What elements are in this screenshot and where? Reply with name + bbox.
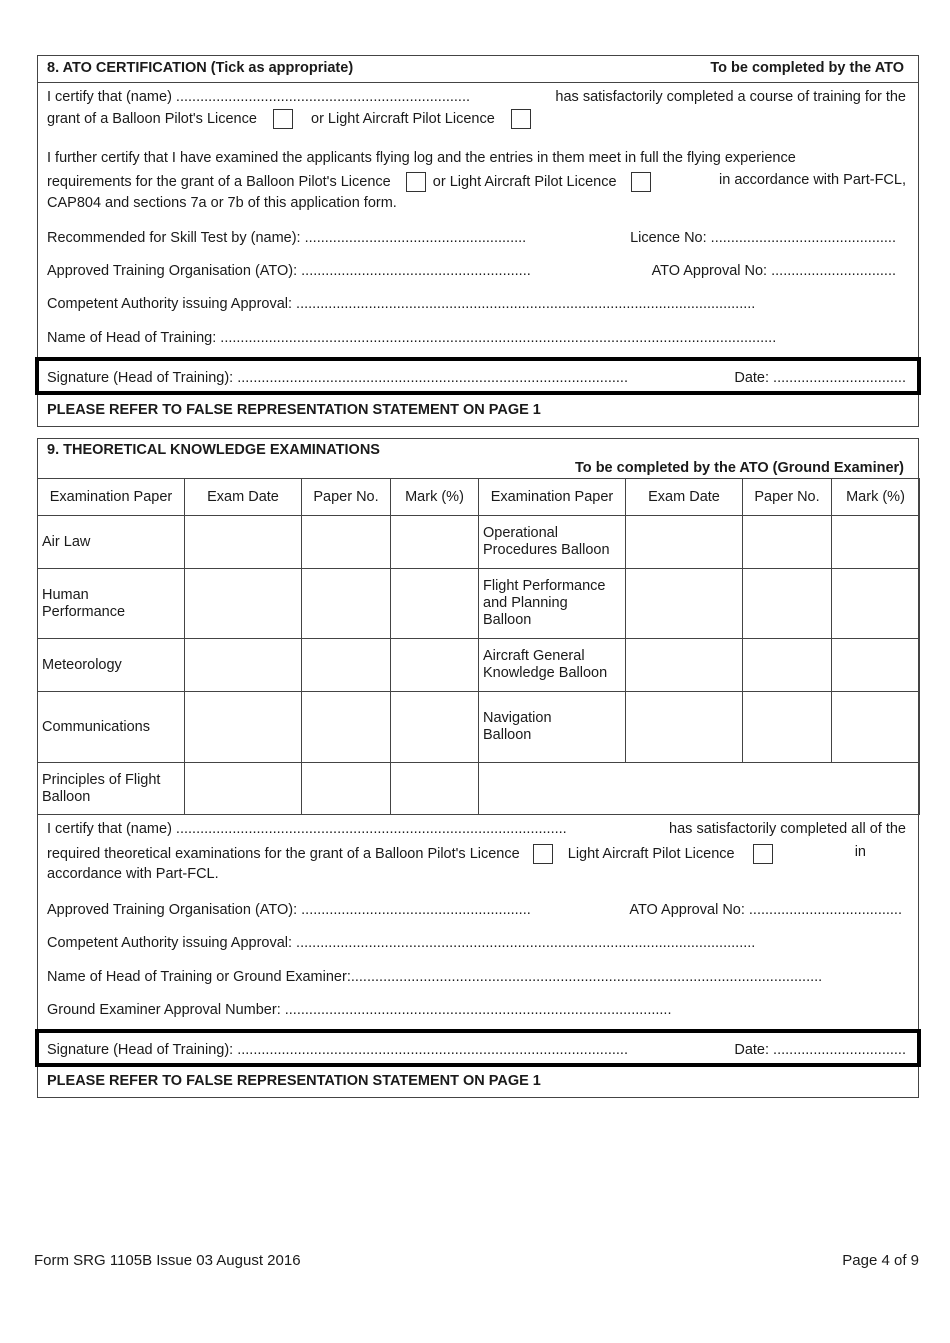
section-9-completed-by: To be completed by the ATO (Ground Examiner): [575, 460, 904, 476]
mark-cell[interactable]: [832, 692, 920, 763]
false-statement-notice: PLEASE REFER TO FALSE REPRESENTATION STATEMENT ON PAGE 1: [47, 402, 541, 418]
header-paper-no: Paper No.: [302, 479, 391, 516]
checkbox-experience-lapl[interactable]: [631, 172, 651, 192]
certify-line-2: [47, 109, 906, 129]
checkbox-balloon-licence[interactable]: [273, 109, 293, 129]
footer-page-number: Page 4 of 9: [842, 1252, 919, 1269]
recommended-row: [47, 230, 906, 246]
section-9-theoretical-exams: [37, 438, 919, 1098]
exam-paper-principles-of-flight: Principles of Flight Balloon: [38, 763, 185, 815]
exam-paper-human-performance: Human Performance: [38, 569, 185, 639]
mark-cell[interactable]: [391, 692, 479, 763]
exam-table: [37, 478, 920, 815]
exam-certify-name-field[interactable]: I certify that (name) .................................................................................................: [47, 821, 567, 837]
footer-form-id: Form SRG 1105B Issue 03 August 2016: [34, 1252, 301, 1269]
further-label-balloon: requirements for the grant of a Balloon Pilot's Licence: [47, 173, 391, 190]
date-field[interactable]: Date: .................................: [734, 370, 906, 386]
ato-field[interactable]: Approved Training Organisation (ATO): .........................................................: [47, 263, 531, 279]
paper-no-cell[interactable]: [302, 763, 391, 815]
header-paper-no-2: Paper No.: [743, 479, 832, 516]
exam-ato-field[interactable]: Approved Training Organisation (ATO): .........................................................: [47, 902, 531, 918]
empty-cell: [479, 763, 920, 815]
further-line-2: [47, 172, 906, 192]
paper-no-cell[interactable]: [743, 639, 832, 692]
exam-date-cell[interactable]: [626, 639, 743, 692]
exam-false-statement-notice: PLEASE REFER TO FALSE REPRESENTATION STATEMENT ON PAGE 1: [47, 1073, 541, 1089]
head-of-training-field[interactable]: Name of Head of Training: ..........................................................................................................................................: [47, 330, 777, 346]
checkbox-lapl-licence[interactable]: [511, 109, 531, 129]
certify-name-field[interactable]: I certify that (name) .........................................................................: [47, 89, 471, 105]
table-row: [38, 692, 920, 763]
table-row: [38, 763, 920, 815]
exam-certify-line-1-right: has satisfactorily completed all of the: [669, 821, 906, 837]
mark-cell[interactable]: [391, 516, 479, 569]
competent-authority-field[interactable]: Competent Authority issuing Approval: ..................................................................................................................: [47, 296, 756, 312]
header-exam-paper: Examination Paper: [38, 479, 185, 516]
licence-no-field[interactable]: Licence No: ..............................................: [630, 230, 896, 246]
exam-date-field[interactable]: Date: .................................: [734, 1042, 906, 1058]
paper-no-cell[interactable]: [302, 692, 391, 763]
exam-table-header: [38, 479, 920, 516]
exam-date-cell[interactable]: [185, 692, 302, 763]
exam-paper-operational-procedures: Operational Procedures Balloon: [479, 516, 626, 569]
section-8-header: [38, 56, 918, 83]
paper-no-cell[interactable]: [302, 516, 391, 569]
paper-no-cell[interactable]: [743, 692, 832, 763]
paper-no-cell[interactable]: [743, 516, 832, 569]
header-mark: Mark (%): [391, 479, 479, 516]
recommended-field[interactable]: Recommended for Skill Test by (name): .......................................................: [47, 230, 527, 246]
paper-no-cell[interactable]: [302, 569, 391, 639]
header-exam-date-2: Exam Date: [626, 479, 743, 516]
exam-paper-communications: Communications: [38, 692, 185, 763]
exam-ato-approval-field[interactable]: ATO Approval No: ......................................: [629, 902, 902, 918]
exam-certify-label-balloon: required theoretical examinations for the grant of a Balloon Pilot's Licence: [47, 845, 520, 862]
exam-paper-air-law: Air Law: [38, 516, 185, 569]
exam-certify-line-3: accordance with Part-FCL.: [47, 866, 219, 882]
section-9-title: 9. THEORETICAL KNOWLEDGE EXAMINATIONS: [47, 442, 380, 458]
exam-date-cell[interactable]: [185, 516, 302, 569]
section-8-ato-certification: [37, 55, 919, 427]
exam-certify-in: in: [854, 844, 866, 860]
exam-paper-aircraft-general-knowledge: Aircraft General Knowledge Balloon: [479, 639, 626, 692]
mark-cell[interactable]: [391, 569, 479, 639]
mark-cell[interactable]: [391, 763, 479, 815]
table-row: [38, 569, 920, 639]
further-line-1: I further certify that I have examined the applicants flying log and the entries in them meet in full the flying experience: [47, 150, 796, 166]
exam-date-cell[interactable]: [626, 692, 743, 763]
paper-no-cell[interactable]: [743, 569, 832, 639]
exam-competent-authority-field[interactable]: Competent Authority issuing Approval: ..................................................................................................................: [47, 935, 756, 951]
head-or-examiner-field[interactable]: Name of Head of Training or Ground Examiner:.....................................................................................................................: [47, 969, 823, 985]
exam-date-cell[interactable]: [626, 516, 743, 569]
header-exam-date: Exam Date: [185, 479, 302, 516]
section-8-title: 8. ATO CERTIFICATION (Tick as appropriate): [47, 60, 354, 76]
exam-certify-line-1: [47, 821, 906, 837]
exam-ato-row: [47, 902, 906, 918]
exam-date-cell[interactable]: [626, 569, 743, 639]
certify-line-1-right: has satisfactorily completed a course of training for the: [555, 89, 906, 105]
exam-certify-line-2: [47, 844, 906, 864]
further-line-2-right: in accordance with Part-FCL,: [719, 172, 906, 188]
table-row: [38, 516, 920, 569]
certify-label-lapl: or Light Aircraft Pilot Licence: [311, 110, 495, 127]
exam-paper-flight-performance: Flight Performance and Planning Balloon: [479, 569, 626, 639]
header-mark-2: Mark (%): [832, 479, 920, 516]
examiner-approval-number-field[interactable]: Ground Examiner Approval Number: ................................................................................................: [47, 1002, 672, 1018]
certify-label-balloon: grant of a Balloon Pilot's Licence: [47, 110, 257, 127]
exam-date-cell[interactable]: [185, 763, 302, 815]
paper-no-cell[interactable]: [302, 639, 391, 692]
signature-box: [35, 357, 921, 395]
ato-approval-field[interactable]: ATO Approval No: ...............................: [651, 263, 896, 279]
certify-line-1: [47, 89, 906, 105]
further-line-3: CAP804 and sections 7a or 7b of this application form.: [47, 195, 397, 211]
checkbox-exam-balloon[interactable]: [533, 844, 553, 864]
exam-paper-meteorology: Meteorology: [38, 639, 185, 692]
mark-cell[interactable]: [832, 639, 920, 692]
header-exam-paper-2: Examination Paper: [479, 479, 626, 516]
exam-signature-field[interactable]: Signature (Head of Training): .................................................................................................: [47, 1042, 628, 1058]
exam-date-cell[interactable]: [185, 639, 302, 692]
signature-field[interactable]: Signature (Head of Training): .................................................................................................: [47, 370, 628, 386]
checkbox-experience-balloon[interactable]: [406, 172, 426, 192]
further-label-lapl: or Light Aircraft Pilot Licence: [432, 173, 617, 190]
section-9-header: [38, 439, 918, 479]
exam-date-cell[interactable]: [185, 569, 302, 639]
table-row: [38, 639, 920, 692]
mark-cell[interactable]: [391, 639, 479, 692]
section-8-completed-by: To be completed by the ATO: [710, 60, 904, 76]
exam-signature-box: [35, 1029, 921, 1067]
checkbox-exam-lapl[interactable]: [753, 844, 773, 864]
ato-row: [47, 263, 906, 279]
exam-paper-navigation: Navigation Balloon: [479, 692, 626, 763]
mark-cell[interactable]: [832, 569, 920, 639]
exam-certify-label-lapl: Light Aircraft Pilot Licence: [567, 845, 735, 862]
mark-cell[interactable]: [832, 516, 920, 569]
